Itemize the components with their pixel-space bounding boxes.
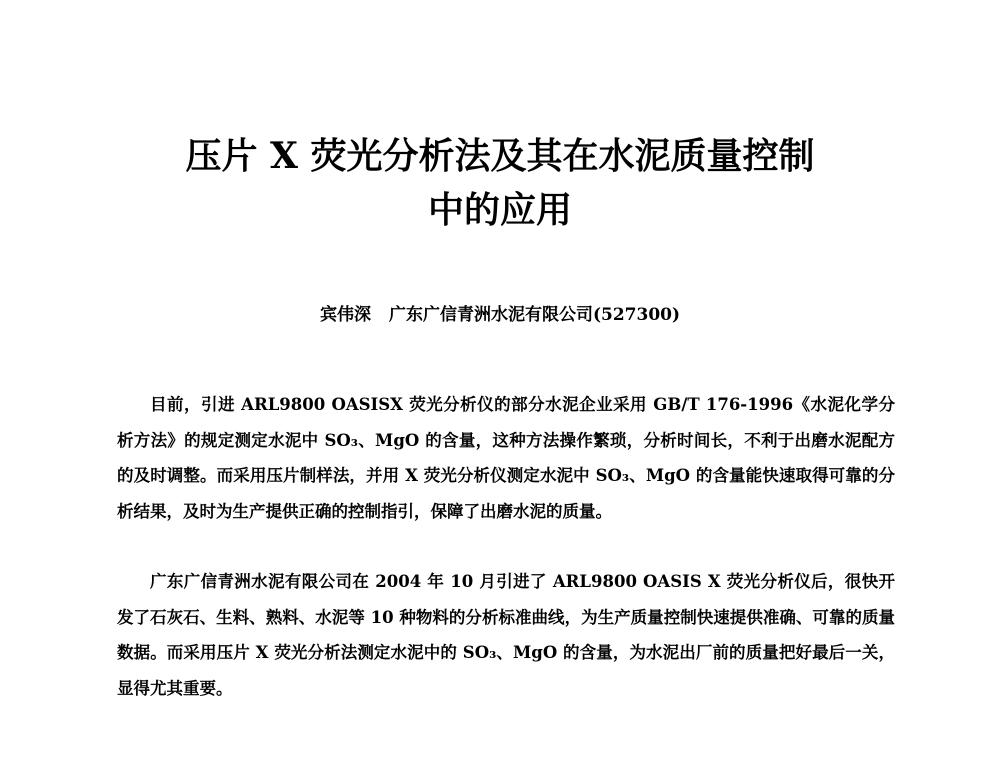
paper-title-line-1: 压片 X 荧光分析法及其在水泥质量控制 — [185, 135, 815, 177]
body-paragraph-1: 目前，引进 ARL9800 OASISX 荧光分析仪的部分水泥企业采用 GB/T 176-1996《水泥化学分析方法》的规定测定水泥中 SO₃、MgO 的含量，这种方法操作繁琐，分析时间长，不利于出磨水泥配方的及时调整。而采用压片制样法，并用 X 荧光分析仪测定水泥中 SO₃、MgO 的含量能快速取得可靠的分析结果，及时为生产提供正确的控制指引，保障了出磨水泥的质量。 — [117, 395, 895, 521]
body-paragraph-2: 广东广信青洲水泥有限公司在 2004 年 10 月引进了 ARL9800 OASIS X 荧光分析仪后，很快开发了石灰石、生料、熟料、水泥等 10 种物料的分析标准曲线，为生产质量控制快速提供准确、可靠的质量数据。而采用压片 X 荧光分析法测定水泥中的 SO₃、MgO 的含量，为水泥出厂前的质量把好最后一关，显得尤其重要。 — [117, 572, 895, 698]
paper-title-line-2: 中的应用 — [427, 189, 572, 231]
author-name: 宾伟深 — [319, 305, 371, 325]
author-line — [0, 303, 1000, 327]
author-affiliation: 广东广信青洲水泥有限公司(527300) — [388, 305, 681, 325]
